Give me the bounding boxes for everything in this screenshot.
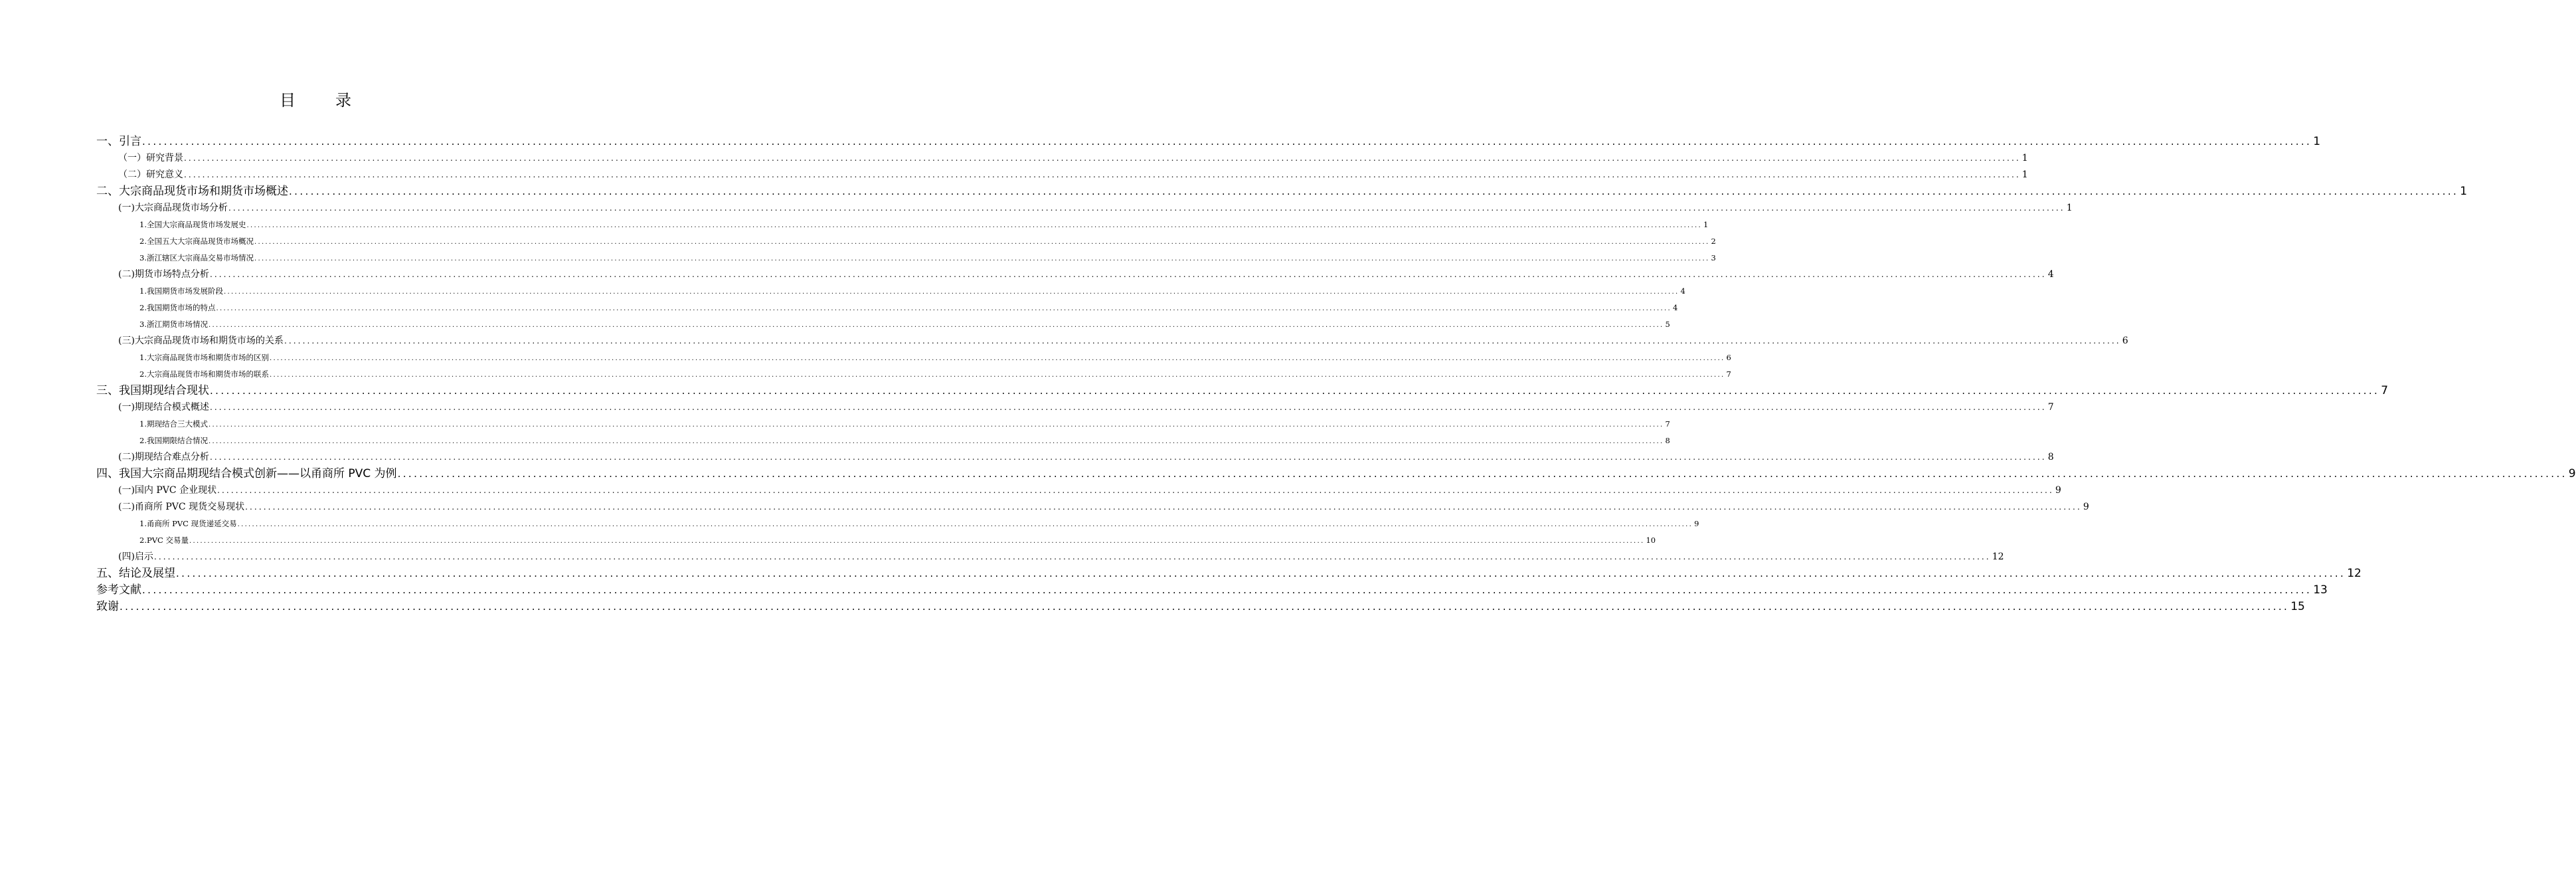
toc-page-number: 15 [2290,600,2305,613]
toc-page-number: 1 [2021,169,2028,180]
toc-leader-dots: ................................................................................................................................................................................................................................................................................................................................................................................................................ [209,403,2047,412]
toc-leader-dots: ................................................................................................................................................................................................................................................................................................................................................................................................................ [176,567,2346,579]
toc-entry[interactable] [118,151,2028,165]
toc-entry-label: （二）研究意义 [118,169,183,180]
toc-entry-label: （一）研究背景 [118,153,183,163]
toc-leader-dots: ................................................................................................................................................................................................................................................................................................................................................................................................................ [228,203,2065,213]
toc-page-number: 1 [2460,185,2468,198]
toc-page-number: 7 [2381,384,2389,397]
toc-page-number: 7 [1726,369,1731,379]
toc-entry[interactable] [118,267,2054,282]
toc-leader-dots: ................................................................................................................................................................................................................................................................................................................................................................................................................ [189,538,1645,545]
toc-entry-label: 2.我国期货市场的特点 [139,303,216,312]
toc-page-number: 1 [2066,203,2073,213]
toc-entry[interactable] [139,417,1670,431]
toc-entry[interactable] [118,167,2028,182]
toc-entry-label: (二)期现结合难点分析 [118,452,209,462]
toc-leader-dots: ................................................................................................................................................................................................................................................................................................................................................................................................................ [237,521,1693,528]
toc-entry[interactable] [139,301,1678,314]
toc-entry[interactable] [139,251,1716,264]
toc-entry[interactable] [118,450,2054,464]
toc-entry[interactable] [96,383,2389,399]
toc-entry-label: 参考文献 [96,583,141,597]
toc-leader-dots: ................................................................................................................................................................................................................................................................................................................................................................................................................ [120,601,2290,613]
toc-leader-dots: ................................................................................................................................................................................................................................................................................................................................................................................................................ [142,136,2312,148]
toc-page-number: 4 [2047,269,2054,280]
toc-leader-dots: ................................................................................................................................................................................................................................................................................................................................................................................................................ [254,255,1710,262]
toc-entry-label: (一)期现结合模式概述 [118,402,209,413]
toc-leader-dots: ................................................................................................................................................................................................................................................................................................................................................................................................................ [208,322,1664,329]
toc-page-number: 1 [2313,135,2321,148]
toc-leader-dots: ................................................................................................................................................................................................................................................................................................................................................................................................................ [269,371,1725,379]
toc-entry-label: 二、大宗商品现货市场和期货市场概述 [96,185,288,198]
toc-entry[interactable] [118,500,2089,514]
toc-leader-dots: ................................................................................................................................................................................................................................................................................................................................................................................................................ [223,288,1679,296]
toc-entry-label: 1.我国期货市场发展阶段 [139,286,223,296]
toc-entry[interactable] [139,235,1716,248]
toc-entry-label: (四)启示 [118,551,153,562]
toc-page-number: 8 [1665,436,1670,445]
toc-leader-dots: ................................................................................................................................................................................................................................................................................................................................................................................................................ [184,170,2021,179]
toc-entry[interactable] [96,599,2305,615]
toc-page-number: 4 [1672,303,1678,312]
toc-entry[interactable] [139,351,1731,364]
toc-entry[interactable] [139,284,1685,298]
toc-leader-dots: ................................................................................................................................................................................................................................................................................................................................................................................................................ [210,385,2380,397]
toc-page-number: 12 [1992,551,2004,562]
toc-entry-label: 1.甬商所 PVC 现货递延交易 [139,519,237,528]
toc-page-number: 6 [1726,353,1731,362]
toc-entry-label: (二)期货市场特点分析 [118,269,209,280]
toc-entry[interactable] [96,565,2361,581]
toc-entry-label: 1.大宗商品现货市场和期货市场的区别 [139,353,269,362]
toc-leader-dots: ................................................................................................................................................................................................................................................................................................................................................................................................................ [245,502,2082,512]
toc-leader-dots: ................................................................................................................................................................................................................................................................................................................................................................................................................ [209,270,2047,279]
toc-leader-dots: ................................................................................................................................................................................................................................................................................................................................................................................................................ [217,486,2054,495]
toc-entry[interactable] [139,517,1699,530]
toc-entry-label: 2.大宗商品现货市场和期货市场的联系 [139,369,269,379]
toc-entry[interactable] [139,534,1656,547]
toc-entry-label: 三、我国期现结合现状 [96,384,209,397]
toc-page-number: 9 [2568,467,2576,480]
toc-entry[interactable] [118,400,2054,415]
toc-entry-label: (一)国内 PVC 企业现状 [118,485,217,496]
toc-entry-label: 2.我国期限结合情况 [139,436,208,445]
toc-leader-dots: ................................................................................................................................................................................................................................................................................................................................................................................................................ [246,222,1702,229]
toc-leader-dots: ................................................................................................................................................................................................................................................................................................................................................................................................................ [397,468,2567,480]
toc-entry-label: 3.浙江期货市场情况 [139,320,208,329]
toc-entry-label: (二)甬商所 PVC 现货交易现状 [118,502,245,512]
toc-page-number: 9 [1694,519,1699,528]
toc-entry-label: 一、引言 [96,135,141,148]
toc-entry[interactable] [139,218,1709,231]
toc-page-number: 13 [2313,583,2328,597]
toc-leader-dots: ................................................................................................................................................................................................................................................................................................................................................................................................................ [216,305,1672,312]
toc-leader-dots: ................................................................................................................................................................................................................................................................................................................................................................................................................ [269,355,1725,362]
toc-entry[interactable] [118,201,2073,215]
toc-page-number: 2 [1711,237,1716,246]
toc-page-number: 1 [2021,153,2028,163]
toc-entry[interactable] [96,183,2468,199]
toc-entry[interactable] [96,134,2321,149]
toc-leader-dots: ................................................................................................................................................................................................................................................................................................................................................................................................................ [142,584,2312,596]
toc-leader-dots: ................................................................................................................................................................................................................................................................................................................................................................................................................ [184,153,2021,163]
toc-leader-dots: ................................................................................................................................................................................................................................................................................................................................................................................................................ [254,239,1710,246]
toc-entry-label: 五、结论及展望 [96,567,175,580]
toc-entry[interactable] [118,334,2128,348]
toc-page-number: 9 [2083,502,2089,512]
toc-entry-label: (一)大宗商品现货市场分析 [118,203,228,213]
toc-page-number: 3 [1711,253,1716,262]
toc-entry[interactable] [118,483,2061,498]
toc-page-number: 6 [2122,336,2128,346]
toc-entry[interactable] [96,466,2576,482]
toc-entry[interactable] [139,434,1670,447]
toc-leader-dots: ................................................................................................................................................................................................................................................................................................................................................................................................................ [208,438,1664,445]
toc-leader-dots: ................................................................................................................................................................................................................................................................................................................................................................................................................ [284,336,2121,346]
toc-entry-label: 致谢 [96,600,119,613]
toc-page-number: 5 [1665,320,1670,329]
toc-entry-label: 1.期现结合三大模式 [139,419,208,429]
toc-page-number: 9 [2055,485,2061,496]
toc-page-number: 8 [2047,452,2054,462]
toc-entry-label: 1.全国大宗商品现货市场发展史 [139,220,246,229]
toc-leader-dots: ................................................................................................................................................................................................................................................................................................................................................................................................................ [209,452,2047,462]
toc-page-number: 4 [1680,286,1685,296]
toc-page-number: 7 [1665,419,1670,429]
toc-entry-label: 3.浙江辖区大宗商品交易市场情况 [139,253,254,262]
toc-entry[interactable] [96,582,2328,598]
toc-entry-label: 2.PVC 交易量 [139,536,189,545]
toc-leader-dots: ................................................................................................................................................................................................................................................................................................................................................................................................................ [289,185,2459,197]
toc-page-number: 1 [1703,220,1709,229]
toc-entry-label: 2.全国五大大宗商品现货市场概况 [139,237,254,246]
toc-entry[interactable] [139,367,1731,381]
toc-page-number: 7 [2047,402,2054,413]
toc-entry-label: (三)大宗商品现货市场和期货市场的关系 [118,336,284,346]
toc-entry-label: 四、我国大宗商品期现结合模式创新——以甬商所 PVC 为例 [96,467,397,480]
toc-entry[interactable] [139,318,1670,331]
toc-page-number: 10 [1646,536,1656,545]
toc-page-number: 12 [2347,567,2361,580]
toc-leader-dots: ................................................................................................................................................................................................................................................................................................................................................................................................................ [153,552,1991,561]
toc-title: 目 录 [280,91,363,110]
toc-leader-dots: ................................................................................................................................................................................................................................................................................................................................................................................................................ [208,421,1664,429]
toc-entry[interactable] [118,549,2004,564]
